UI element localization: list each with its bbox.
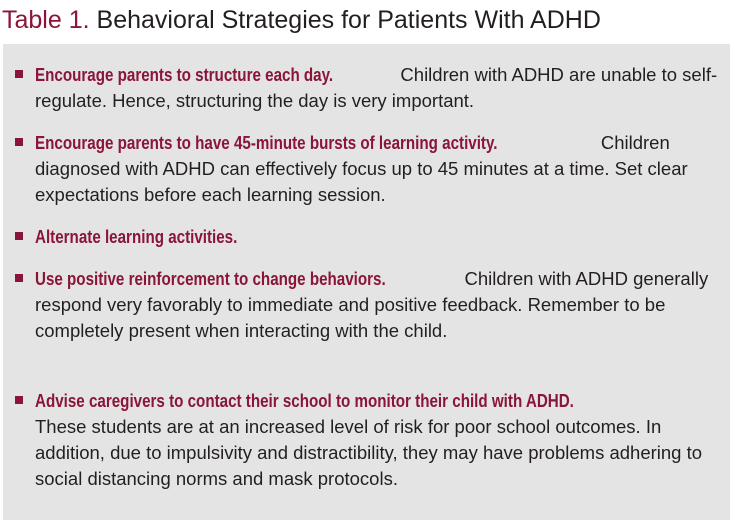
bullet-square-icon [15,274,23,282]
table-title-text: Behavioral Strategies for Patients With ADHD [96,6,601,34]
strategy-description: These students are at an increased level of risk for poor school outcomes. In addition, due to impulsivity and distractibility, they may have problems adhering to social distancing norms and mask protocols. [35,416,703,489]
strategy-description: Children diagnosed with ADHD can effectively focus up to 45 minutes at a time. Set clear expectations before each learning session. [35,132,688,205]
list-item [35,130,720,208]
strategy-description: Children with ADHD are unable to self-regulate. Hence, structuring the day is very important. [35,64,718,111]
table-title [2,2,601,38]
bullet-square-icon [15,138,23,146]
strategies-panel [3,44,730,520]
bullet-square-icon [15,396,23,404]
list-item [35,224,720,250]
table-number: Table 1. [2,6,90,34]
strategy-description: Children with ADHD generally respond very favorably to immediate and positive feedback. Remember to be completely present when interacting with the child. [35,268,709,341]
strategy-heading: Alternate learning activities. [35,226,238,247]
bullet-square-icon [15,70,23,78]
strategy-heading: Use positive reinforcement to change behaviors. [35,268,386,289]
strategy-heading: Encourage parents to structure each day. [35,64,334,85]
list-item [35,62,720,114]
list-item [35,266,720,344]
bullet-square-icon [15,232,23,240]
strategy-heading: Advise caregivers to contact their school to monitor their child with ADHD. [35,390,574,411]
list-item [35,388,720,492]
strategy-heading: Encourage parents to have 45-minute bursts of learning activity. [35,132,498,153]
